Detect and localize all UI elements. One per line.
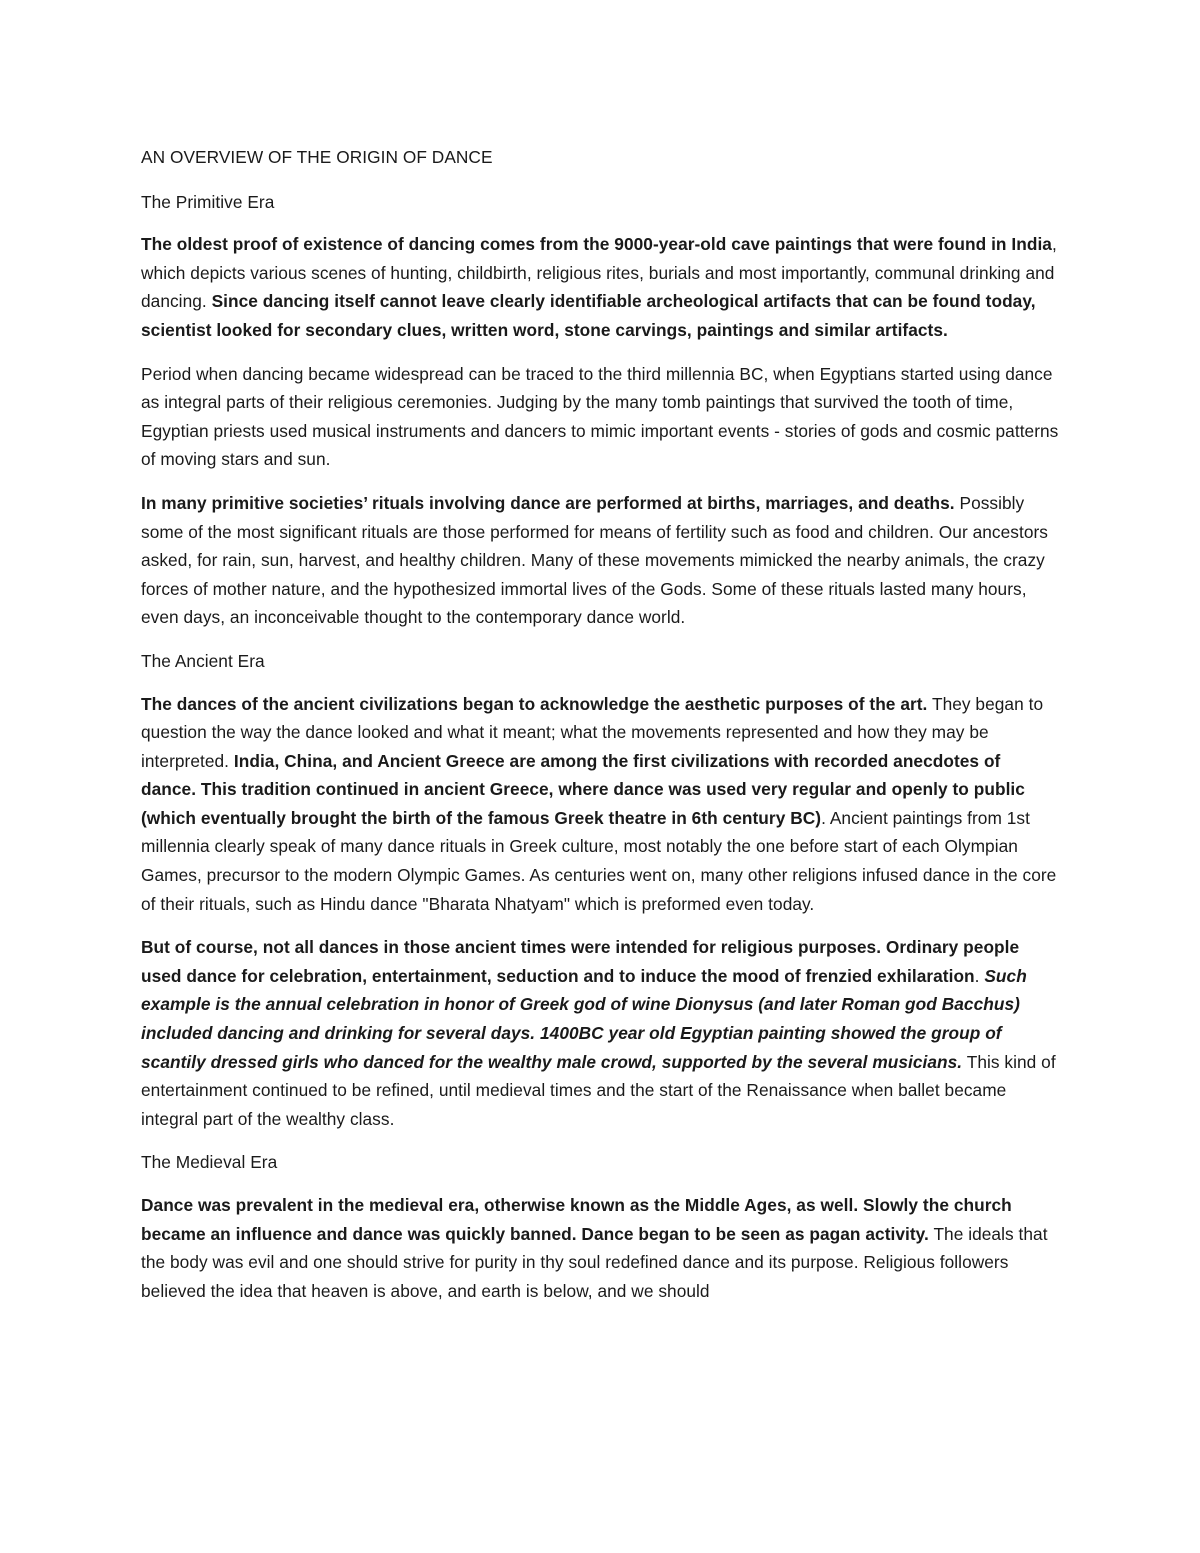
text-run: This kind of entertainment continued to be refined, until medieval times and the start of the Renaissance when ballet became integral part of the wealthy class. [141,1051,1056,1129]
paragraph [141,933,1059,1133]
text-run: Such example is the annual celebration in honor of Greek god of wine Dionysus (and later Roman god Bacchus) included dancing and drinking for several days. 1400BC year old Egyptian painting showed the group of scantily dressed girls who danced for the wealthy male crowd, supported by the several musicians. [141,965,1027,1072]
text-run: . Ancient paintings from 1st millennia clearly speak of many dance rituals in Greek culture, most notably the one before start of each Olympian Games, precursor to the modern Olympic Games. As centuries went on, many other religions infused dance in the core of their rituals, such as Hindu dance "Bharata Nhatyam" which is preformed even today. [141,807,1057,914]
text-run: , which depicts various scenes of hunting, childbirth, religious rites, burials and most importantly, communal drinking and dancing. [141,234,1057,312]
paragraph [141,360,1059,474]
paragraph [141,690,1059,919]
section-heading-medieval: The Medieval Era [141,1152,278,1173]
text-run: Since dancing itself cannot leave clearly identifiable archeological artifacts that can be found today, scientist looked for secondary clues, written word, stone carvings, paintings and similar artifacts. [141,291,1036,340]
text-run: India, China, and Ancient Greece are among the first civilizations with recorded anecdotes of dance. This tradition continued in ancient Greece, where dance was used very regular and openly to public (which eventually brought the birth of the famous Greek theatre in 6th century BC) [141,750,1025,828]
paragraph [141,1191,1059,1305]
text-run: The dances of the ancient civilizations began to acknowledge the aesthetic purposes of the art. [141,693,928,714]
text-run: Dance was prevalent in the medieval era, otherwise known as the Middle Ages, as well. Slowly the church became an influence and dance was quickly banned. Dance began to be seen as pagan activity. [141,1195,1012,1244]
text-run: They began to question the way the dance looked and what it meant; what the movements represented and how they may be interpreted. [141,693,1044,771]
text-run: The oldest proof of existence of dancing comes from the 9000-year-old cave paintings that were found in India [141,234,1052,255]
section-heading-ancient: The Ancient Era [141,650,265,671]
text-run: Possibly some of the most significant rituals are those performed for means of fertility such as food and children. Our ancestors asked, for rain, sun, harvest, and healthy children. Many of these movements mimicked the nearby animals, the crazy forces of mother nature, and the hypothesized immortal lives of the Gods. Some of these rituals lasted many hours, even days, an inconceivable thought to the contemporary dance world. [141,492,1048,628]
text-run: But of course, not all dances in those ancient times were intended for religious purposes. Ordinary people used dance for celebration, entertainment, seduction and to induce the mood of frenzied exhilaration [141,937,1020,986]
text-run: In many primitive societies’ rituals involving dance are performed at births, marriages, and deaths. [141,492,955,513]
text-run: Period when dancing became widespread can be traced to the third millennia BC, when Egyptians started using dance as integral parts of their religious ceremonies. Judging by the many tomb paintings that survived the tooth of time, Egyptian priests used musical instruments and dancers to mimic important events - stories of gods and cosmic patterns of moving stars and sun. [141,363,1059,470]
document-page [141,143,1059,1320]
section-heading-primitive: The Primitive Era [141,191,275,212]
paragraph [141,230,1059,344]
paragraph [141,489,1059,632]
document-title: AN OVERVIEW OF THE ORIGIN OF DANCE [141,147,493,167]
text-run: . [974,965,985,986]
text-run: The ideals that the body was evil and one should strive for purity in thy soul redefined dance and its purpose. Religious followers believed the idea that heaven is above, and earth is below, and we should [141,1223,1048,1301]
